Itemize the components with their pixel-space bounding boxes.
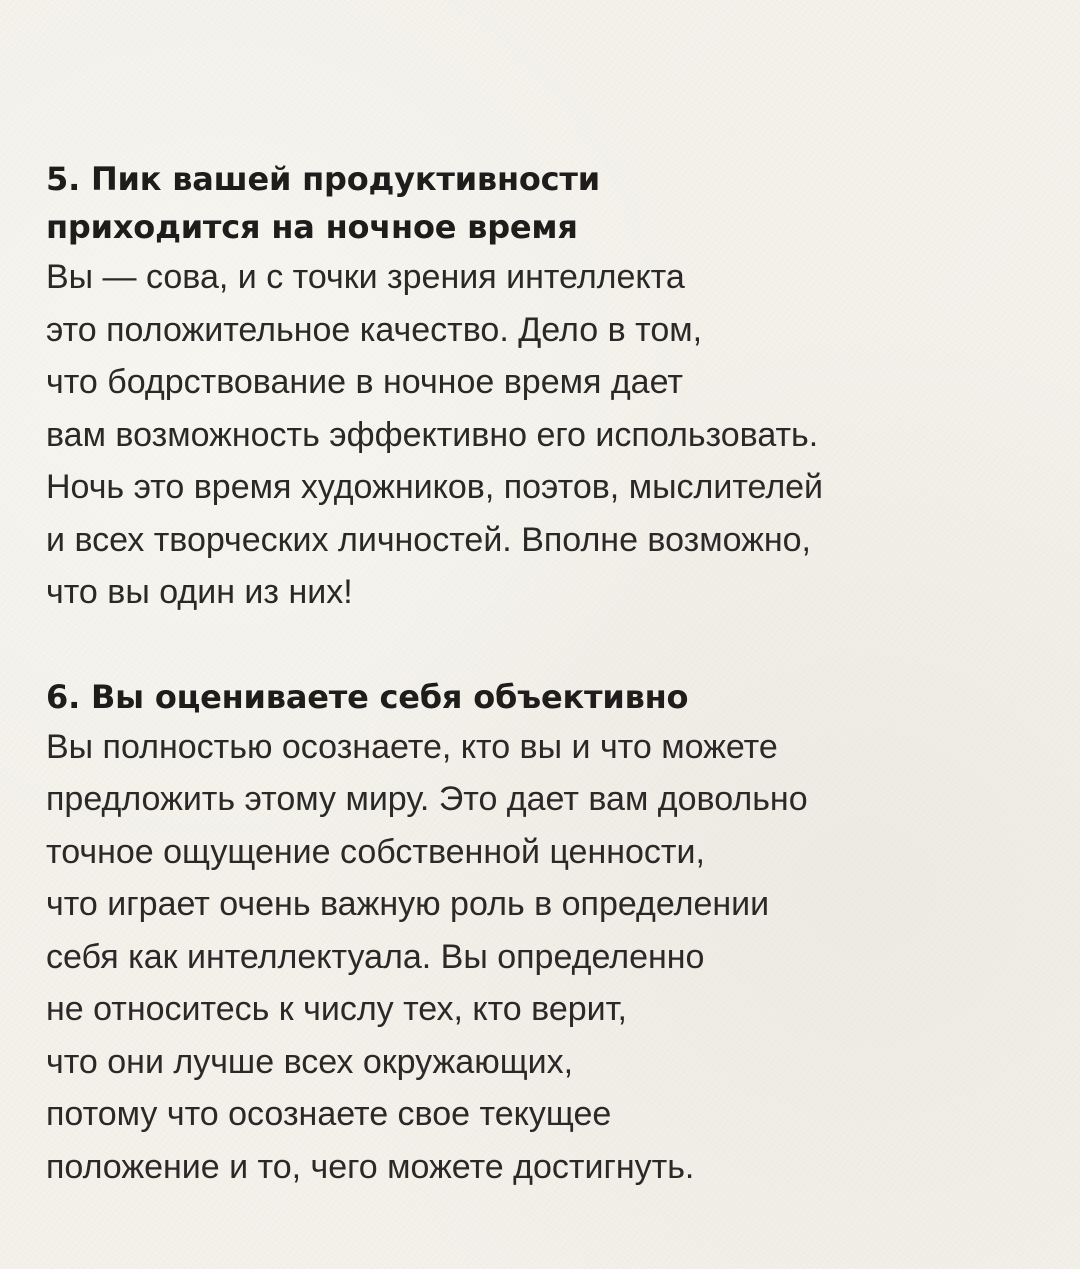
- body-line: положение и то, чего можете достигнуть.: [46, 1147, 695, 1186]
- body-line: что играет очень важную роль в определении: [46, 885, 770, 923]
- section-5: [46, 155, 1046, 619]
- body-line: это положительное качество. Дело в том,: [46, 310, 703, 349]
- body-line: Вы — сова, и с точки зрения интеллекта: [46, 258, 685, 296]
- section-heading: [46, 155, 1046, 251]
- body-line: Ночь это время художников, поэтов, мыслителей: [46, 468, 824, 506]
- body-line: потому что осознаете свое текущее: [46, 1095, 612, 1133]
- body-line: не относитесь к числу тех, кто верит,: [46, 990, 627, 1028]
- section-heading: [46, 673, 1046, 721]
- article-content: [46, 155, 1046, 1193]
- body-line: что вы один из них!: [46, 573, 353, 611]
- body-line: вам возможность эффективно его использовать.: [46, 415, 819, 454]
- body-line: предложить этому миру. Это дает вам довольно: [46, 780, 808, 818]
- body-line: себя как интеллектуала. Вы определенно: [46, 937, 705, 976]
- section-6: [46, 673, 1046, 1194]
- body-line: что бодрствование в ночное время дает: [46, 363, 683, 401]
- heading-line: приходится на ночное время: [46, 208, 578, 246]
- heading-line: 6. Вы оцениваете себя объективно: [46, 677, 689, 716]
- heading-line: 5. Пик вашей продуктивности: [46, 160, 600, 198]
- section-body: [46, 721, 1046, 1194]
- body-line: точное ощущение собственной ценности,: [46, 832, 705, 871]
- body-line: и всех творческих личностей. Вполне возможно,: [46, 520, 811, 559]
- body-line: что они лучше всех окружающих,: [46, 1042, 574, 1081]
- body-line: Вы полностью осознаете, кто вы и что можете: [46, 727, 778, 766]
- section-body: [46, 251, 1046, 619]
